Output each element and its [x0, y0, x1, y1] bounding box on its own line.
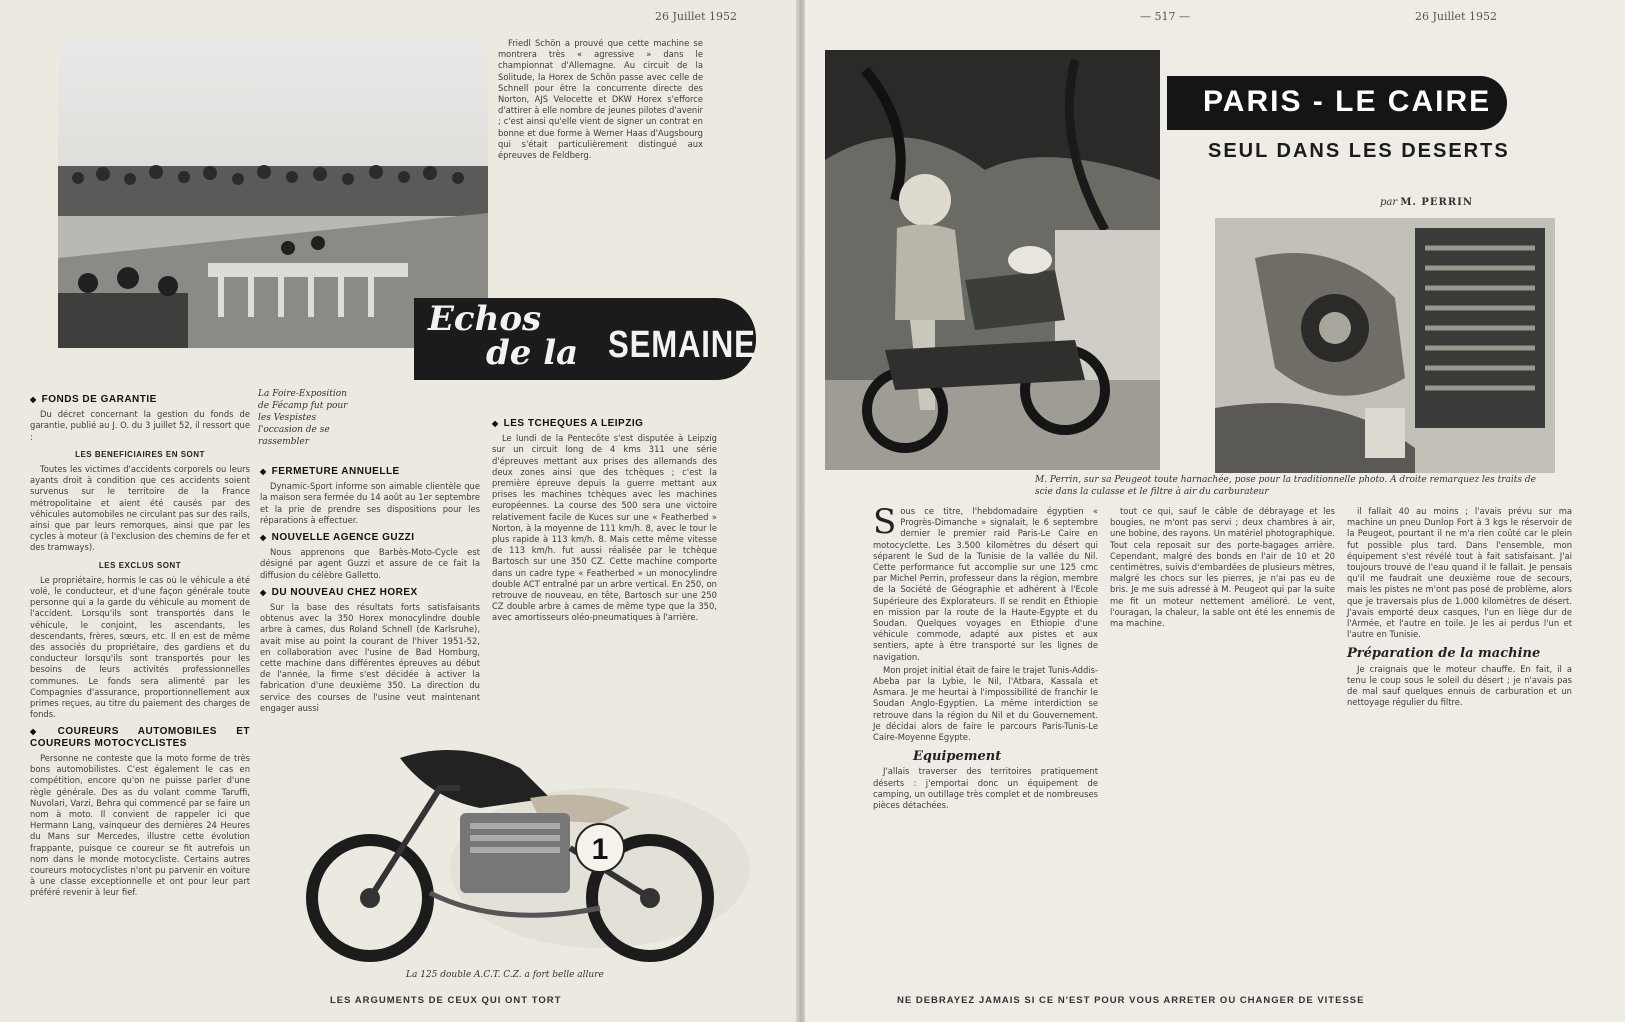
section-fermeture: ◆ FERMETURE ANNUELLE — [260, 466, 480, 477]
article-column-2 — [1110, 506, 1335, 631]
article-subtitle: SEUL DANS LES DESERTS — [1208, 140, 1510, 162]
article-column-3 — [1347, 506, 1572, 710]
left-column-1 — [30, 388, 250, 901]
article-title: PARIS - LE CAIRE — [1203, 85, 1492, 118]
article-text-3b: Je craignais que le moteur chauffe. En fait, il a tenu le coup sous le soleil du désert ; je n'avais pas de mal sauf quelques ennuis de carburation et un nettoyage régulier du filtre. — [1347, 663, 1572, 708]
perrin-motorcycle-photo — [825, 50, 1160, 470]
echos-banner — [414, 298, 756, 380]
text-horex: Sur la base des résultats forts satisfaisants obtenus avec la 350 Horex monocylindre double arbre à cames, dus Roland Schnell (de Karlsruhe), avait mise au point la courant de l'hiver 1951-52, en collaboration avec l'usine de Bad Homburg, cette machine dans différentes épreuves au début de l'année, la firme s'est décidée à activer la fabrication d'une deuxième 350. La direction du service des courses de l'usine veut maintenant engager aussi — [260, 602, 480, 713]
article-text-1b: Mon projet initial était de faire le trajet Tunis-Addis-Abeba par la Lybie, le Nil, l'Atbara, Kassala et Asmara. Je me heurtai à l'impossibilité de franchir le Soudan Anglo-Egyptien. La même interdiction se retrouve dans la région du Nil et du Gouvernement. Je décidai alors de faire le parcours Paris-Tunis-Le Caire-Moyenne Egypte. — [873, 664, 1098, 743]
preparation-heading: Préparation de la machine — [1347, 646, 1541, 662]
text-coureurs: Personne ne conteste que la moto forme de très bons automobilistes. C'est également le cas en compétition, encore qu'on ne puisse parler d'une règle générale. Des as du volant comme Taruffi, Nuvolari, Varzi, Behra qui commencé par se faire un nom à moto. Il convient de rappeler ici que Hermann Lang, vainqueur des dernières 24 Heures du Mans sur Mercedes, illustre cette évolution frappante, puisque ce coureur se fit autrefois un nom dans le monde motocycliste. Certains autres coureurs motocyclistes n'ont pu parvenir en voiture à une classe exceptionnelle et ont pour leur part préféré revenir à leur fief. — [30, 752, 250, 898]
text-fonds: Du décret concernant la gestion du fonds de garantie, publié au J. O. du 3 juillet 52, il ressort que : — [30, 409, 250, 442]
right-page-date: 26 Juillet 1952 — [1415, 10, 1497, 23]
moto-caption: La 125 double A.C.T. C.Z. a fort belle allure — [406, 970, 604, 980]
article-text-1: ous ce titre, l'hebdomadaire égyptien « Progrès-Dimanche » signalait, le 6 septembre dernier le premier raid Paris-Le Caire en motocyclette. Les 3.500 kilomètres du désert qui séparent le Sud de la Tunisie de la vallée du Nil. Cette performance fut accomplie sur une 125 cmc par Michel Perrin, professeur dans la région, membre de la Société de Géographie et adhérent à l'Ecole Supérieure des Explorateurs. Il se rendit en Éthiopie en mission par la route de la Haute-Egypte et du Soudan. Quelques voyages en Ethiopie d'une véhicule commode, adapté aux pistes et aux sentiers, apte à être transporté sur les lignes de navigation. — [873, 506, 1098, 662]
article-column-1 — [873, 502, 1098, 813]
horex-continuation-column — [498, 38, 703, 163]
article-text-3: il fallait 40 au moins ; l'avais prévu sur ma machine un pneu Dunlop Fort à 3 kgs le réservoir de la Peugeot, pourtant il ne m'a rien coûté car le plein fut possible plus tard. Dans l'ensemble, mon équipement s'est révélé tout à fait satisfaisant. J'ai toujours trouvé de l'eau quand il le fallait. Je pensais qu'il me faudrait une deuxième roue de secours, mais les pistes ne m'ont pas posé de problème, alors que je traversais plus de 1.000 kilomètres de désert. J'avais emporté deux casques, l'un en liège dur de l'Armée, et l'autre en toile. Je les ai perdus l'un et l'autre en Tunisie. — [1347, 506, 1572, 640]
section-guzzi: ◆ NOUVELLE AGENCE GUZZI — [260, 532, 480, 543]
page-number: — 517 — — [1140, 10, 1190, 23]
section-coureurs: ◆ COUREURS AUTOMOBILES ET COUREURS MOTOCYCLISTES — [30, 726, 250, 748]
article-dropcap: S — [873, 502, 897, 542]
section-beneficiaires: LES BENEFICIAIRES EN SONT — [75, 449, 205, 459]
text-tcheques: Le lundi de la Pentecôte s'est disputée à Leipzig sur un circuit long de 4 kms 311 une série d'épreuves mettant aux prises des allemands des deux zones ainsi que des tchèques ; c'est la première épreuve depuis la guerre mettant aux prises les machines tchèques avec les machines européennes. La course des 500 sera une victoire relativement facile de Kuces sur une « Featherbed » Norton, à la moyenne de 111 km/h. 8, avec le tour le plus rapide à 113 km/h. 8. Mais cette même vitesse de 113 km/h. fut aussi réalisée par le tchèque Bartosch sur une 350 CZ. Cette machine comporte dans un cadre type « Featherbed » un monocylindre double ACT entraîné par un arbre vertical. En 250, on retrouve de nouveau, en tête, Bartosch sur une 250 CZ double arbre à cames de même type que la 350, avec amortisseurs oléo-pneumatiques à l'arrière. — [492, 433, 717, 623]
perrin-photo-caption: M. Perrin, sur sa Peugeot toute harnachée, pose pour la traditionnelle photo. A droite remarquez les traits de scie dans la culasse et le filtre à air du carburateur — [1035, 475, 1536, 497]
right-page — [805, 0, 1625, 1022]
text-guzzi: Nous apprenons que Barbès-Moto-Cycle est désigné par agent Guzzi et assure de ce fait la diffusion du célèbre Galletto. — [260, 547, 480, 580]
text-beneficiaires: Toutes les victimes d'accidents corporels ou leurs ayants droit à condition que ces accidents soient survenus sur le territoire de la France métropolitaine et aient été causés par des véhicules automobiles ne circulant pas sur des rails, ainsi que par leurs remorques, ainsi que par les cycles à moteur (à l'exclusion des chemins de fer et des tramways). — [30, 464, 250, 553]
equipement-heading: Equipement — [913, 749, 1002, 765]
section-fonds: ◆ FONDS DE GARANTIE — [30, 394, 250, 405]
byline-prefix: par — [1380, 197, 1398, 208]
horex-continuation-text: Friedl Schön a prouvé que cette machine se montrera très « agressive » dans le championnat d'Allemagne. Au circuit de la Solitude, la Horex de Schön passe avec celle de Schnell pour être la concurrente directe des Norton, AJS Velocette et DKW Horex s'efforce d'attirer à elle nombre de jeunes pilotes d'avenir ; c'est ainsi qu'elle vient de signer un contrat en bonne et due forme à Werner Haas d'Augsbourg qui s'était particulièrement distingué aux épreuves de Feldberg. — [498, 38, 703, 161]
left-column-3 — [492, 412, 717, 626]
section-horex: ◆ DU NOUVEAU CHEZ HOREX — [260, 587, 480, 598]
section-tcheques: ◆ LES TCHEQUES A LEIPZIG — [492, 418, 717, 429]
left-page-date: 26 Juillet 1952 — [655, 10, 737, 23]
faire-caption: La Foire-Exposition de Fécamp fut pour les Vespistes l'occasion de se rassembler — [258, 389, 348, 447]
echos-word-1: Echos — [428, 299, 542, 339]
engine-photo — [1215, 218, 1555, 473]
echos-word-2: de la — [486, 333, 579, 373]
article-text-1c: J'allais traverser des territoires pratiquement déserts : j'emportai donc un équipement de camping, un outillage très complet et de nombreuses pièces détachées. — [873, 766, 1098, 811]
text-exclus: Le propriétaire, hormis le cas où le véhicule a été volé, le conducteur, et d'une façon générale toute personne qui a la garde du véhicule au moment de l'accident. Lorsqu'ils sont transportés dans le véhicule, le conjoint, les ascendants, les descendants, frères, sœurs, etc. Il en est de même des associés du propriétaire, des gardiens et du conducteur lorsqu'ils sont transportés pour les besoins de leurs activités professionnelles communes. Le fonds sera alimenté par les Compagnies d'assurance, proportionnellement aux primes reçues, au titre du paiement des charges de fonds. — [30, 574, 250, 720]
article-text-2: tout ce qui, sauf le câble de débrayage et les bougies, ne m'ont pas servi ; deux chambres à air, une bobine, des rayons. Un matériel photographique. Tout cela reposait sur des porte-bagages arrière. Cependant, malgré des bonds en l'air de 10 et 20 centimètres, suivis d'embardées de plusieurs mètres, malgré les chocs sur les pierres, je n'ai pas eu de bris. Je me suis adressé à M. Peugeot qui par la suite me fit un moteur nettement amélioré. Le vent, l'ouragan, la chaleur, la sable ont été les ennemis de ma machine. — [1110, 506, 1335, 629]
byline-name: M. PERRIN — [1400, 197, 1473, 208]
article-byline — [1380, 197, 1473, 208]
text-fermeture: Dynamic-Sport informe son aimable clientèle que la maison sera fermée du 14 août au 1er septembre et la prie de prendre ses dispositions pour les réparations à effectuer. — [260, 481, 480, 525]
section-exclus: LES EXCLUS SONT — [98, 560, 182, 570]
echos-word-3: SEMAINE — [608, 324, 756, 366]
article-title-box — [1167, 76, 1507, 130]
race-number: 1 — [591, 833, 609, 866]
cz-motorcycle-photo — [300, 728, 750, 968]
left-footer: LES ARGUMENTS DE CEUX QUI ONT TORT — [330, 995, 562, 1006]
right-footer: NE DEBRAYEZ JAMAIS SI CE N'EST POUR VOUS ARRETER OU CHANGER DE VITESSE — [897, 995, 1365, 1006]
left-page — [0, 0, 800, 1022]
left-column-2 — [260, 460, 480, 716]
